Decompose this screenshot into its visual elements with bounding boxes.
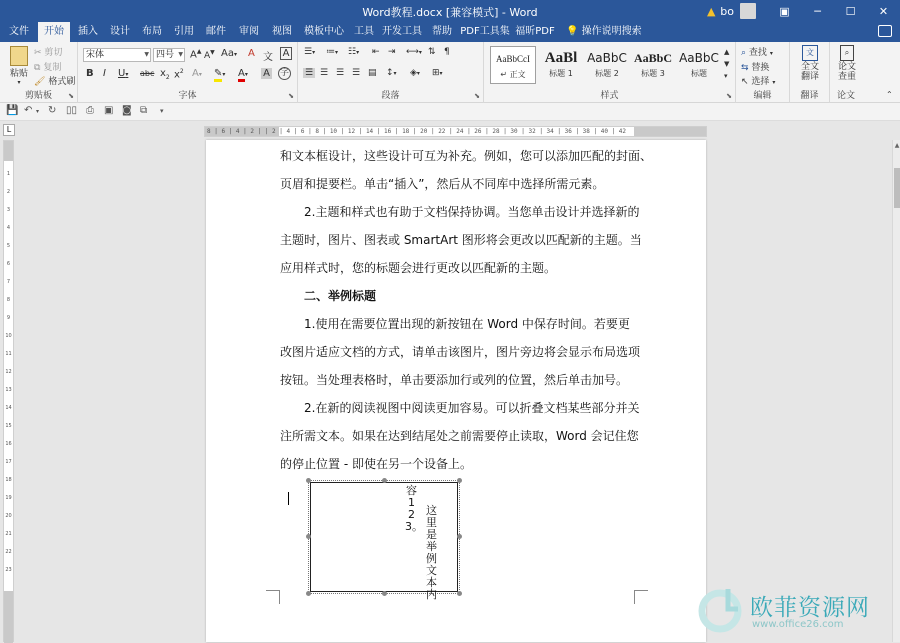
subscript-label: x bbox=[160, 68, 166, 79]
style-heading-2[interactable] bbox=[584, 46, 630, 84]
ruler-number: 14 bbox=[5, 405, 12, 411]
tab-view[interactable]: 视图 bbox=[272, 26, 292, 37]
chevron-down-icon: ▼ bbox=[178, 51, 183, 58]
align-center-button[interactable] bbox=[320, 68, 328, 78]
style-sample: AaBbC bbox=[679, 51, 719, 65]
resize-handle[interactable] bbox=[457, 478, 462, 483]
find-button[interactable]: ⌕ 查找 ▾ bbox=[741, 48, 773, 58]
enclose-characters-button[interactable] bbox=[278, 67, 291, 80]
ruler-number: 7 bbox=[6, 279, 11, 285]
vertical-ruler[interactable] bbox=[3, 140, 14, 642]
sort-icon: ⇅ bbox=[428, 47, 436, 57]
text-cursor bbox=[288, 492, 289, 505]
undo-icon[interactable]: ↶ bbox=[24, 105, 33, 116]
two-pages-icon[interactable]: ▯▯ bbox=[66, 105, 78, 116]
grow-font-label: A bbox=[190, 49, 197, 61]
paper-check-button[interactable] bbox=[834, 45, 860, 82]
more-icon: ▾ bbox=[724, 72, 728, 80]
decrease-indent-button[interactable] bbox=[372, 47, 380, 57]
font-name-value: 宋体 bbox=[86, 50, 105, 60]
highlighter-icon: ✎ bbox=[214, 68, 222, 82]
paper-group-label: 论文 bbox=[836, 91, 855, 101]
ruler-number: 5 bbox=[6, 243, 11, 249]
title-bar bbox=[0, 0, 900, 22]
ruler-number: 2 bbox=[6, 189, 11, 195]
ruler-number: 13 bbox=[5, 387, 12, 393]
tab-home[interactable]: 开始 bbox=[38, 22, 70, 42]
resize-handle[interactable] bbox=[306, 591, 311, 596]
tab-layout[interactable]: 布局 bbox=[142, 26, 162, 37]
tab-file[interactable]: 文件 bbox=[9, 26, 29, 37]
ribbon-tabs bbox=[0, 22, 900, 42]
align-left-button[interactable] bbox=[303, 68, 315, 78]
full-text-translate-button[interactable] bbox=[794, 45, 826, 82]
strikethrough-label: abc bbox=[140, 69, 155, 78]
save-icon[interactable]: 💾 bbox=[6, 105, 19, 116]
collapse-ribbon-icon[interactable]: ⌃ bbox=[886, 90, 893, 99]
ruler-number: 23 bbox=[5, 567, 12, 573]
ruler-margin-top bbox=[4, 141, 13, 161]
chinese-layout-icon: ⟷ bbox=[406, 47, 419, 57]
style-sample: AaBbCcI bbox=[496, 54, 530, 64]
style-name: 标题 2 bbox=[595, 69, 619, 78]
cursor-icon: ↖ bbox=[741, 77, 749, 87]
watermark-logo bbox=[698, 585, 746, 633]
character-border-label: A bbox=[282, 48, 290, 59]
textbox-column-left[interactable]: 容123。 bbox=[405, 484, 423, 533]
pilcrow-icon: ¶ bbox=[444, 47, 450, 57]
ruler-number: 15 bbox=[5, 423, 12, 429]
bullets-button[interactable]: ☰▾ bbox=[304, 47, 316, 57]
line-spacing-icon: ↕ bbox=[386, 68, 394, 78]
select-button[interactable]: ↖ 选择 ▾ bbox=[741, 77, 776, 87]
ruler-number: 8 bbox=[6, 297, 11, 303]
clear-formatting-button[interactable] bbox=[248, 48, 255, 59]
tell-me-search[interactable] bbox=[566, 22, 642, 42]
font-color-label: A bbox=[238, 68, 245, 82]
resize-handle[interactable] bbox=[457, 591, 462, 596]
clipboard-icon[interactable]: ▣ bbox=[104, 105, 114, 116]
clear-formatting-label: A bbox=[248, 48, 255, 59]
clipboard-group bbox=[0, 42, 78, 103]
tab-design[interactable]: 设计 bbox=[110, 26, 130, 37]
brush-icon: 🖌 bbox=[34, 77, 46, 87]
tab-template-center[interactable]: 模板中心 bbox=[304, 26, 344, 37]
tab-foxit-pdf[interactable]: 福昕PDF bbox=[515, 26, 555, 37]
distributed-button[interactable] bbox=[368, 68, 377, 78]
document-heading[interactable]: 二、举例标题 bbox=[304, 289, 377, 303]
margin-corner-mark bbox=[634, 590, 648, 604]
resize-handle[interactable] bbox=[306, 534, 311, 539]
character-shading-button[interactable] bbox=[261, 68, 272, 79]
ruler-number: 18 bbox=[5, 477, 12, 483]
borders-button[interactable]: ⊞▾ bbox=[432, 68, 443, 78]
copy-icon: ⧉ bbox=[34, 63, 41, 73]
paper-check-label: 论文查重 bbox=[837, 62, 856, 82]
dialog-launcher-icon[interactable]: ⬊ bbox=[726, 92, 732, 100]
phonetic-guide-button[interactable] bbox=[263, 48, 273, 63]
chevron-down-icon: ▼ bbox=[724, 60, 730, 68]
ruler-numbers: 8 | 6 | 4 | 2 | | 2 | 4 | 6 | 8 | 10 | 12 | 14 | 16 | 18 | 20 | 22 | 24 | 26 | 28 | 30 | 32 | 34 | 36 | 38 | 40 | 42 bbox=[207, 128, 627, 135]
tab-pdf-tools[interactable]: PDF工具集 bbox=[460, 26, 510, 37]
vertical-text-box[interactable] bbox=[310, 482, 458, 601]
font-size-value: 四号 bbox=[156, 50, 175, 60]
tab-references[interactable]: 引用 bbox=[174, 26, 194, 37]
styles-scroll[interactable] bbox=[724, 46, 729, 82]
window-title: Word教程.docx [兼容模式] - Word bbox=[362, 6, 538, 19]
document-page[interactable] bbox=[206, 140, 706, 642]
increase-indent-button[interactable] bbox=[388, 47, 396, 57]
font-color-button[interactable]: A▾ bbox=[238, 68, 248, 79]
site-watermark bbox=[698, 585, 898, 639]
watermark-text: 欧菲资源网 bbox=[750, 595, 870, 621]
ruler-margin-bottom bbox=[4, 591, 13, 643]
show-marks-button[interactable] bbox=[444, 47, 450, 57]
document-line[interactable]: 注所需文本。如果在达到结尾处之前需要停止读取，Word 会记住您 bbox=[280, 429, 639, 443]
line-spacing-button[interactable]: ↕▾ bbox=[386, 68, 397, 78]
character-shading-label: A bbox=[263, 68, 270, 79]
bullet-list-icon: ☰ bbox=[304, 47, 313, 57]
replace-icon: ⇆ bbox=[741, 63, 749, 73]
italic-label: I bbox=[103, 68, 106, 79]
document-line[interactable]: 页眉和提要栏。单击“插入”，然后从不同库中选择所需元素。 bbox=[280, 177, 605, 191]
copy-button[interactable] bbox=[34, 60, 61, 73]
increase-indent-icon: ⇥ bbox=[388, 47, 396, 57]
strikethrough-button[interactable] bbox=[140, 69, 154, 78]
bold-label: B bbox=[86, 68, 94, 79]
style-sample: AaBl bbox=[544, 50, 578, 66]
chevron-up-icon: ▲ bbox=[724, 48, 730, 56]
align-right-button[interactable] bbox=[336, 68, 344, 78]
chevron-down-icon: ▼ bbox=[144, 51, 149, 58]
decrease-indent-icon: ⇤ bbox=[372, 47, 380, 57]
ruler-number: 19 bbox=[5, 495, 12, 501]
subscript-button[interactable]: $x_2$ bbox=[160, 68, 170, 81]
chevron-down-icon[interactable]: ▾ bbox=[36, 108, 40, 115]
search-label: 操作说明搜索 bbox=[581, 26, 642, 37]
superscript-button[interactable]: $x^2$ bbox=[174, 68, 184, 81]
vertical-scrollbar[interactable] bbox=[892, 140, 900, 642]
document-line[interactable]: 应用样式时，您的标题会进行更改以匹配新的主题。 bbox=[280, 261, 557, 275]
document-line[interactable]: 2.在新的阅读视图中阅读更加容易。可以折叠文档某些部分并关 bbox=[304, 401, 640, 415]
highlight-button[interactable]: ✎▾ bbox=[214, 68, 225, 79]
paste-button[interactable] bbox=[7, 46, 31, 86]
full-text-translate-label: 全文翻译 bbox=[800, 62, 819, 82]
watermark-url: www.office26.com bbox=[752, 619, 844, 630]
document-line[interactable]: 2.主题和样式也有助于文档保持协调。当您单击设计并选择新的 bbox=[304, 205, 640, 219]
cut-label: 剪切 bbox=[44, 48, 63, 58]
style-sample: AaBbC bbox=[587, 51, 627, 65]
dialog-launcher-icon[interactable]: ⬊ bbox=[68, 92, 74, 100]
warning-icon[interactable]: ▲ bbox=[707, 4, 716, 18]
scissors-icon: ✂ bbox=[34, 48, 42, 58]
maximize-icon[interactable]: ☐ bbox=[845, 4, 856, 18]
cut-button[interactable] bbox=[34, 45, 62, 58]
ruler-number: 16 bbox=[5, 441, 12, 447]
enclose-characters-label: 字 bbox=[279, 68, 289, 78]
replace-button[interactable] bbox=[741, 60, 769, 73]
user-name[interactable]: bo bbox=[720, 4, 734, 18]
style-title[interactable] bbox=[676, 46, 722, 84]
tab-review[interactable]: 审阅 bbox=[239, 26, 259, 37]
resize-handle[interactable] bbox=[457, 534, 462, 539]
ruler-margin-right bbox=[634, 127, 706, 136]
scrollbar-thumb[interactable] bbox=[894, 168, 900, 208]
ruler-number: 17 bbox=[5, 459, 12, 465]
tab-insert[interactable]: 插入 bbox=[78, 26, 98, 37]
styles-group-label: 样式 bbox=[600, 91, 619, 101]
paint-bucket-icon: ◈ bbox=[410, 68, 417, 78]
chinese-layout-button[interactable]: ⟷▾ bbox=[406, 47, 422, 57]
style-sample: AaBbC bbox=[633, 51, 672, 65]
font-size-select[interactable] bbox=[153, 48, 185, 62]
style-name: 标题 3 bbox=[641, 69, 665, 78]
resize-handle[interactable] bbox=[306, 478, 311, 483]
document-line[interactable]: 1.使用在需要位置出现的新按钮在 Word 中保存时间。若要更 bbox=[304, 317, 630, 331]
customize-toolbar-icon[interactable]: ▾ bbox=[160, 107, 164, 115]
editing-group-label: 编辑 bbox=[753, 91, 772, 101]
document-line[interactable]: 改图片适应文档的方式，请单击该图片，图片旁边将会显示布局选项 bbox=[280, 345, 641, 359]
align-left-icon: ☰ bbox=[305, 68, 314, 78]
quick-access-toolbar bbox=[0, 103, 900, 121]
ribbon bbox=[0, 42, 900, 103]
shrink-font-label: A bbox=[204, 51, 211, 61]
align-right-icon: ☰ bbox=[336, 68, 345, 78]
style-name: 标题 bbox=[691, 69, 707, 78]
resize-handle[interactable] bbox=[382, 591, 387, 596]
tab-help[interactable]: 帮助 bbox=[432, 26, 452, 37]
document-line[interactable]: 的停止位置 - 即使在另一个设备上。 bbox=[280, 457, 472, 471]
justify-icon: ☰ bbox=[352, 68, 361, 78]
align-center-icon: ☰ bbox=[320, 68, 329, 78]
dialog-launcher-icon[interactable]: ⬊ bbox=[288, 92, 294, 100]
document-search-icon: ⌕ bbox=[840, 45, 854, 61]
format-painter-button[interactable] bbox=[34, 74, 75, 87]
scroll-up-icon[interactable]: ▲ bbox=[894, 142, 900, 149]
text-effects-label: A bbox=[192, 68, 199, 79]
ruler-number: 21 bbox=[5, 531, 12, 537]
shrink-font-button[interactable]: A▼ bbox=[204, 49, 215, 61]
styles-group bbox=[484, 42, 736, 103]
text-effects-button[interactable]: A▾ bbox=[192, 68, 202, 79]
redo-icon[interactable]: ↻ bbox=[48, 105, 57, 116]
document-line[interactable]: 按钮。当处理表格时，单击要添加行或列的位置，然后单击加号。 bbox=[280, 373, 629, 387]
multilevel-list-icon: ☷ bbox=[348, 47, 357, 57]
translate-group-label: 翻译 bbox=[800, 91, 819, 101]
superscript-label: x bbox=[174, 69, 180, 81]
ruler-number: 22 bbox=[5, 549, 12, 555]
style-heading-1[interactable] bbox=[538, 46, 584, 84]
ruler-number: 20 bbox=[5, 513, 12, 519]
grow-font-button[interactable]: A▲ bbox=[190, 48, 202, 61]
underline-button[interactable]: U▾ bbox=[118, 68, 129, 79]
ruler-number: 10 bbox=[5, 333, 12, 339]
change-case-label: Aa bbox=[221, 48, 234, 59]
ruler-number: 3 bbox=[6, 207, 11, 213]
style-name: 标题 1 bbox=[549, 69, 573, 78]
document-line[interactable]: 和文本框设计，这些设计可互为补充。例如，您可以添加匹配的封面、 bbox=[280, 149, 653, 163]
horizontal-ruler[interactable] bbox=[204, 126, 707, 137]
justify-button[interactable] bbox=[352, 68, 360, 78]
replace-label: 替换 bbox=[751, 63, 770, 73]
chevron-down-icon: ▾ bbox=[17, 79, 21, 86]
shading-button[interactable]: ◈▾ bbox=[410, 68, 420, 78]
ribbon-display-icon[interactable]: ▣ bbox=[779, 4, 790, 18]
avatar[interactable] bbox=[740, 3, 756, 19]
style-heading-3[interactable] bbox=[630, 46, 676, 84]
clipboard-group-label: 剪贴板 bbox=[24, 91, 52, 101]
textbox-column-right[interactable]: 这里是举例文本内 bbox=[426, 504, 437, 601]
tab-developer[interactable]: 开发工具 bbox=[382, 26, 422, 37]
ruler-number: 1 bbox=[6, 171, 11, 177]
find-label: 查找 bbox=[748, 48, 767, 58]
dialog-launcher-icon[interactable]: ⬊ bbox=[474, 92, 480, 100]
paragraph-group bbox=[298, 42, 484, 103]
ruler-number: 12 bbox=[5, 369, 12, 375]
document-line[interactable]: 主题时，图片、图表或 SmartArt 图形将会更改以匹配新的主题。当 bbox=[280, 233, 642, 247]
font-group bbox=[78, 42, 298, 103]
italic-button[interactable] bbox=[103, 68, 106, 79]
phonetic-guide-label: 文 bbox=[263, 52, 273, 63]
comments-icon[interactable] bbox=[878, 25, 892, 37]
change-case-button[interactable]: Aa▾ bbox=[221, 48, 237, 59]
resize-handle[interactable] bbox=[382, 478, 387, 483]
copy-label: 复制 bbox=[43, 63, 62, 73]
style-normal[interactable] bbox=[490, 46, 536, 84]
style-name: ↵ 正文 bbox=[500, 70, 526, 79]
clipboard-icon bbox=[10, 46, 28, 66]
tab-selector[interactable]: L bbox=[3, 124, 15, 136]
format-painter-label: 格式刷 bbox=[48, 77, 76, 87]
minimize-icon[interactable]: ─ bbox=[814, 4, 821, 18]
translate-group bbox=[790, 42, 830, 103]
ruler-number: 6 bbox=[6, 261, 11, 267]
character-border-button[interactable] bbox=[280, 47, 292, 60]
distributed-icon: ▤ bbox=[368, 68, 377, 78]
borders-icon: ⊞ bbox=[432, 68, 440, 78]
ruler-number: 11 bbox=[5, 351, 12, 357]
paragraph-group-label: 段落 bbox=[381, 91, 400, 101]
ruler-number: 9 bbox=[6, 315, 11, 321]
underline-label: U bbox=[118, 68, 126, 79]
search-icon: ⌕ bbox=[741, 48, 747, 58]
tab-mailings[interactable]: 邮件 bbox=[206, 26, 226, 37]
print-preview-icon[interactable]: ⎙ bbox=[86, 105, 94, 116]
shapes-icon[interactable]: ⧉ bbox=[140, 105, 148, 116]
paper-group bbox=[830, 42, 862, 103]
translate-icon: 文 bbox=[802, 45, 818, 61]
camera-icon[interactable]: ◙ bbox=[122, 105, 132, 116]
multilevel-list-button[interactable]: ☷▾ bbox=[348, 47, 360, 57]
numbered-list-icon: ≔ bbox=[326, 47, 335, 57]
numbering-button[interactable]: ≔▾ bbox=[326, 47, 339, 57]
close-icon[interactable]: ✕ bbox=[878, 4, 889, 18]
select-label: 选择 bbox=[751, 77, 770, 87]
sort-button[interactable] bbox=[428, 47, 436, 57]
editing-group bbox=[736, 42, 790, 103]
bold-button[interactable] bbox=[86, 68, 94, 79]
lightbulb-icon: 💡 bbox=[566, 26, 579, 37]
ruler-number: 4 bbox=[6, 225, 11, 231]
paste-label: 粘贴 bbox=[9, 69, 28, 79]
font-group-label: 字体 bbox=[178, 91, 197, 101]
margin-corner-mark bbox=[266, 590, 280, 604]
tab-tools[interactable]: 工具 bbox=[354, 26, 374, 37]
font-name-select[interactable] bbox=[83, 48, 151, 62]
